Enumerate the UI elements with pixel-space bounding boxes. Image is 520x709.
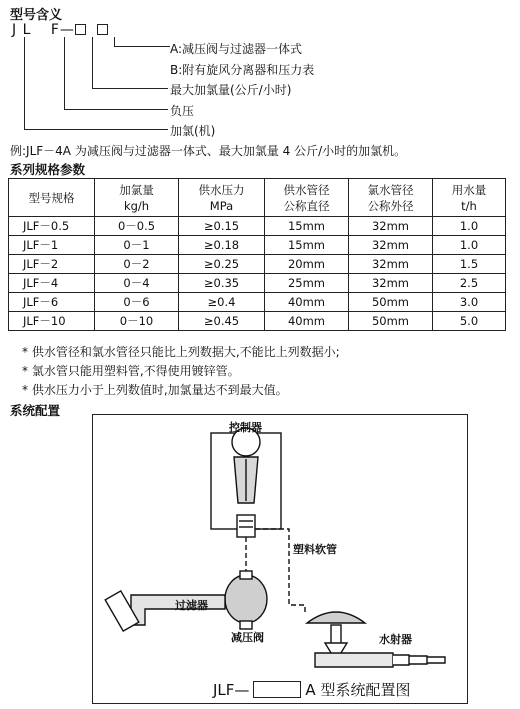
spec-table xyxy=(8,178,506,331)
cell: ≥0.15 xyxy=(179,217,265,236)
cell: 15mm xyxy=(265,217,349,236)
cell: 0－10 xyxy=(95,312,179,331)
label-ejector: 水射器 xyxy=(379,633,412,646)
caption-suffix: A 型系统配置图 xyxy=(305,681,411,699)
cell: 32mm xyxy=(349,236,433,255)
cell: 32mm xyxy=(349,217,433,236)
cell: 50mm xyxy=(349,312,433,331)
label-valve: 减压阀 xyxy=(231,631,264,644)
cell: 1.5 xyxy=(433,255,506,274)
th-chlor-pipe: 氯水管径 公称外径 xyxy=(349,179,433,217)
model-code-f: F xyxy=(50,22,60,38)
system-diagram xyxy=(92,414,468,704)
table-row xyxy=(9,217,506,236)
desc-neg: 负压 xyxy=(170,104,195,118)
ejector-nozzle xyxy=(393,655,445,665)
cell: JLF－10 xyxy=(9,312,95,331)
cell: 40mm xyxy=(265,312,349,331)
cell: 40mm xyxy=(265,293,349,312)
cell: 0－1 xyxy=(95,236,179,255)
cell: JLF－0.5 xyxy=(9,217,95,236)
cell: ≥0.35 xyxy=(179,274,265,293)
cell: 5.0 xyxy=(433,312,506,331)
cell: ≥0.45 xyxy=(179,312,265,331)
table-row xyxy=(9,312,506,331)
cell: JLF－1 xyxy=(9,236,95,255)
cell: 25mm xyxy=(265,274,349,293)
cell: 32mm xyxy=(349,274,433,293)
table-row xyxy=(9,293,506,312)
label-filter: 过滤器 xyxy=(175,599,208,612)
model-code-jl: J L xyxy=(12,22,32,38)
cell: JLF－4 xyxy=(9,274,95,293)
th-chlorine: 加氯量 kg/h xyxy=(95,179,179,217)
model-heading: 型号含义 xyxy=(10,8,63,23)
cell: 0－2 xyxy=(95,255,179,274)
cell: ≥0.18 xyxy=(179,236,265,255)
label-controller: 控制器 xyxy=(229,421,262,434)
diagram-drawing xyxy=(93,415,469,675)
example-text: 例:JLF－4A 为减压阀与过滤器一体式、最大加氯量 4 公斤/小时的加氯机。 xyxy=(10,144,407,158)
config-heading: 系统配置 xyxy=(10,403,61,418)
cell: 2.5 xyxy=(433,274,506,293)
caption-box xyxy=(253,681,301,698)
ejector-pipe xyxy=(315,653,393,667)
caption-prefix: JLF— xyxy=(213,681,250,699)
cell: 32mm xyxy=(349,255,433,274)
note-3: * 供水压力小于上列数值时,加氯量达不到最大值。 xyxy=(22,383,288,397)
spec-heading: 系列规格参数 xyxy=(10,162,86,177)
table-row xyxy=(9,236,506,255)
cell: ≥0.25 xyxy=(179,255,265,274)
note-2: * 氯水管只能用塑料管,不得使用镀锌管。 xyxy=(22,364,240,378)
cell: 15mm xyxy=(265,236,349,255)
cell: 0－4 xyxy=(95,274,179,293)
controller-outlet xyxy=(237,515,255,537)
cell: 1.0 xyxy=(433,236,506,255)
cell: 1.0 xyxy=(433,217,506,236)
th-pressure: 供水压力 MPa xyxy=(179,179,265,217)
cell: 0－0.5 xyxy=(95,217,179,236)
bracket-chlor xyxy=(24,37,168,130)
desc-b: B:附有旋风分离器和压力表 xyxy=(170,63,315,77)
label-hose: 塑料软管 xyxy=(293,543,337,556)
model-code-dash: — xyxy=(59,22,75,38)
desc-max: 最大加氯量(公斤/小时) xyxy=(170,83,292,97)
model-box-1 xyxy=(75,24,86,35)
cell: 20mm xyxy=(265,255,349,274)
cell: JLF－2 xyxy=(9,255,95,274)
th-supply-pipe: 供水管径 公称直径 xyxy=(265,179,349,217)
table-header-row xyxy=(9,179,506,217)
table-row xyxy=(9,274,506,293)
note-1: * 供水管径和氯水管径只能比上列数据大,不能比上列数据小; xyxy=(22,345,340,359)
desc-chlor: 加氯(机) xyxy=(170,124,216,138)
diagram-caption xyxy=(213,679,410,700)
cell: JLF－6 xyxy=(9,293,95,312)
cell: ≥0.4 xyxy=(179,293,265,312)
desc-a: A:减压阀与过滤器一体式 xyxy=(170,42,303,56)
model-box-2 xyxy=(97,24,108,35)
model-code xyxy=(12,22,108,38)
cell: 50mm xyxy=(349,293,433,312)
cell: 0－6 xyxy=(95,293,179,312)
valve-body xyxy=(225,575,267,623)
th-model: 型号规格 xyxy=(9,179,95,217)
cell: 3.0 xyxy=(433,293,506,312)
th-water: 用水量 t/h xyxy=(433,179,506,217)
table-row xyxy=(9,255,506,274)
ejector-head xyxy=(307,612,365,623)
